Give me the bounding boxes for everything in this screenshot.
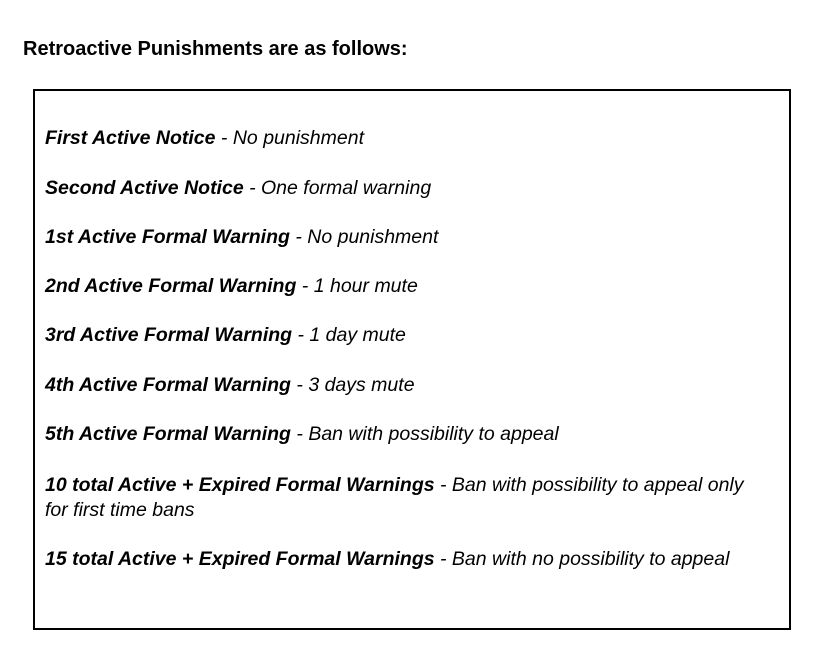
separator: - [215,127,233,149]
punishments-box [33,89,791,630]
punishment-item [45,373,745,398]
separator: - [434,474,452,496]
punishment-item [45,547,745,572]
separator: - [290,423,309,445]
punishment-item [45,126,745,151]
punishment-item [45,274,745,299]
punishment-item [45,422,745,447]
punishment-penalty: 1 hour mute [313,275,418,297]
separator: - [434,548,452,570]
punishment-penalty: One formal warning [261,177,432,199]
separator: - [290,374,309,396]
punishment-penalty: No punishment [232,127,365,149]
punishment-item [45,323,745,348]
punishment-item [45,176,745,201]
punishment-penalty: No punishment [307,226,439,248]
separator: - [289,226,308,248]
punishment-penalty: Ban with possibility to appeal [308,423,559,445]
punishment-term: 2nd Active Formal Warning [45,275,297,297]
punishment-term: 3rd Active Formal Warning [45,324,293,346]
punishment-item [45,473,745,523]
separator: - [296,275,314,297]
punishment-term: 10 total Active + Expired Formal Warnings [45,474,435,496]
punishment-penalty: Ban with possibility to appeal only for first time bans [45,474,744,521]
page-title: Retroactive Punishments are as follows: [23,38,408,60]
punishment-penalty: 3 days mute [308,374,415,396]
punishment-term: First Active Notice [45,127,216,149]
punishment-term: Second Active Notice [45,177,244,199]
separator: - [243,177,262,199]
separator: - [292,324,310,346]
punishment-term: 5th Active Formal Warning [45,423,291,445]
punishment-term: 1st Active Formal Warning [45,226,290,248]
punishment-term: 4th Active Formal Warning [45,374,291,396]
punishment-item [45,225,745,250]
punishment-penalty: 1 day mute [309,324,406,346]
punishment-term: 15 total Active + Expired Formal Warnings [45,548,435,570]
punishment-penalty: Ban with no possibility to appeal [451,548,730,570]
